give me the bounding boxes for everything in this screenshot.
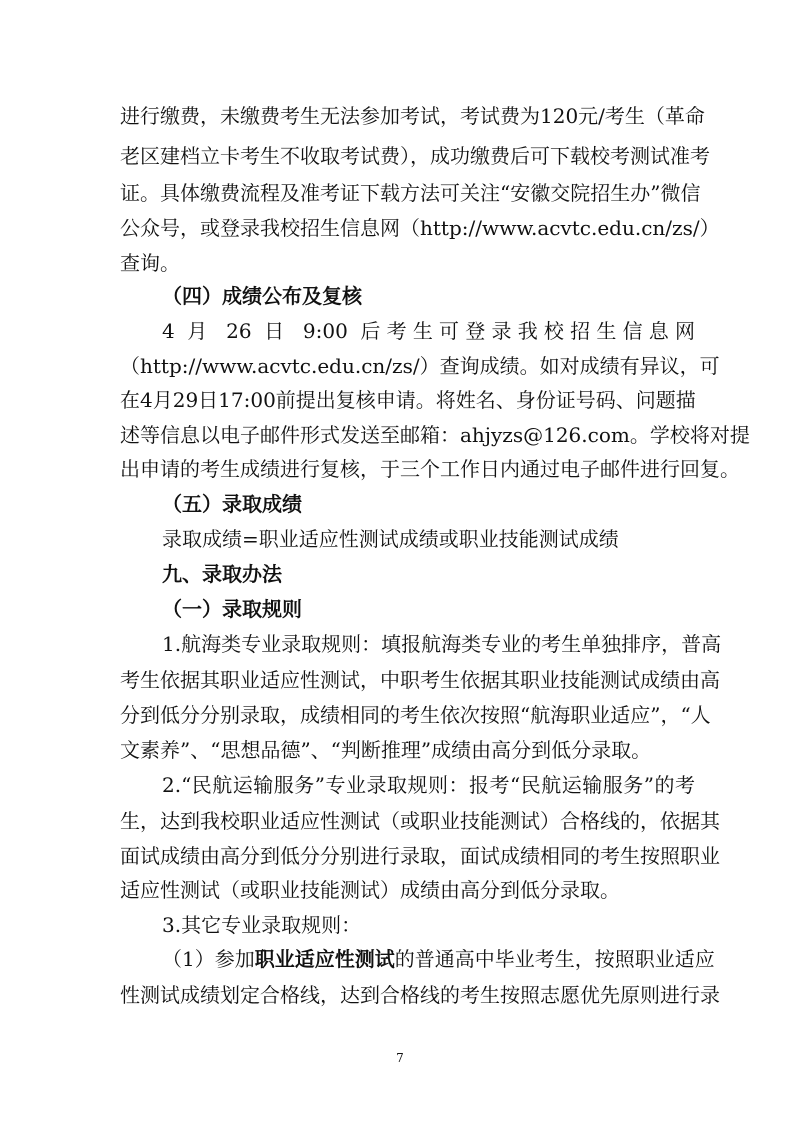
text-line: 考生依据其职业适应性测试，中职考生依据其职业技能测试成绩由高 bbox=[120, 668, 720, 692]
text-line: 面试成绩由高分到低分分别进行录取，面试成绩相同的考生按照职业 bbox=[120, 844, 720, 868]
text-line: 文素养”、“思想品德”、“判断推理”成绩由高分到低分录取。 bbox=[120, 738, 652, 762]
text-line: 出申请的考生成绩进行复核，于三个工作日内通过电子邮件进行回复。 bbox=[120, 457, 740, 481]
section-heading: （五）录取成绩 bbox=[162, 492, 302, 516]
text-line-mixed bbox=[162, 946, 715, 972]
text-line: 1.航海类专业录取规则：填报航海类专业的考生单独排序，普高 bbox=[162, 632, 722, 656]
text-line: 述等信息以电子邮件形式发送至邮箱：ahjyzs@126.com。学校将对提 bbox=[120, 423, 750, 447]
text-line: 公众号，或登录我校招生信息网（http://www.acvtc.edu.cn/zs/） bbox=[120, 216, 720, 240]
text-run: （1）参加 bbox=[162, 947, 255, 971]
text-line: 生，达到我校职业适应性测试（或职业技能测试）合格线的，依据其 bbox=[120, 809, 720, 833]
text-line: 适应性测试（或职业技能测试）成绩由高分到低分录取。 bbox=[120, 878, 620, 902]
text-run: 的普通高中毕业考生，按照职业适应 bbox=[394, 947, 715, 971]
section-heading: （一）录取规则 bbox=[162, 597, 302, 621]
text-line: （http://www.acvtc.edu.cn/zs/）查询成绩。如对成绩有异议，可 bbox=[120, 354, 720, 378]
chapter-heading: 九、录取办法 bbox=[162, 562, 282, 586]
text-line: 3.其它专业录取规则： bbox=[162, 913, 362, 937]
text-line: 录取成绩=职业适应性测试成绩或职业技能测试成绩 bbox=[162, 527, 619, 551]
text-line: 证。具体缴费流程及准考证下载方法可关注“安徽交院招生办”微信 bbox=[120, 181, 701, 205]
text-line: 查询。 bbox=[120, 251, 180, 275]
page-number: 7 bbox=[396, 1051, 404, 1065]
text-line: 进行缴费，未缴费考生无法参加考试，考试费为120元/考生（革命 bbox=[120, 104, 705, 128]
text-line: 4 月 26 日 9:00 后考生可登录我校招生信息网 bbox=[162, 319, 695, 343]
text-line: 老区建档立卡考生不收取考试费），成功缴费后可下载校考测试准考 bbox=[120, 144, 710, 168]
bold-text-run: 职业适应性测试 bbox=[254, 947, 395, 971]
section-heading: （四）成绩公布及复核 bbox=[162, 284, 362, 308]
text-line: 在4月29日17:00前提出复核申请。将姓名、身份证号码、问题描 bbox=[120, 388, 696, 412]
text-line: 性测试成绩划定合格线，达到合格线的考生按照志愿优先原则进行录 bbox=[120, 983, 720, 1007]
text-line: 分到低分分别录取，成绩相同的考生依次按照“航海职业适应”，“人 bbox=[120, 703, 711, 727]
text-line: 2.“民航运输服务”专业录取规则：报考“民航运输服务”的考 bbox=[162, 773, 695, 797]
